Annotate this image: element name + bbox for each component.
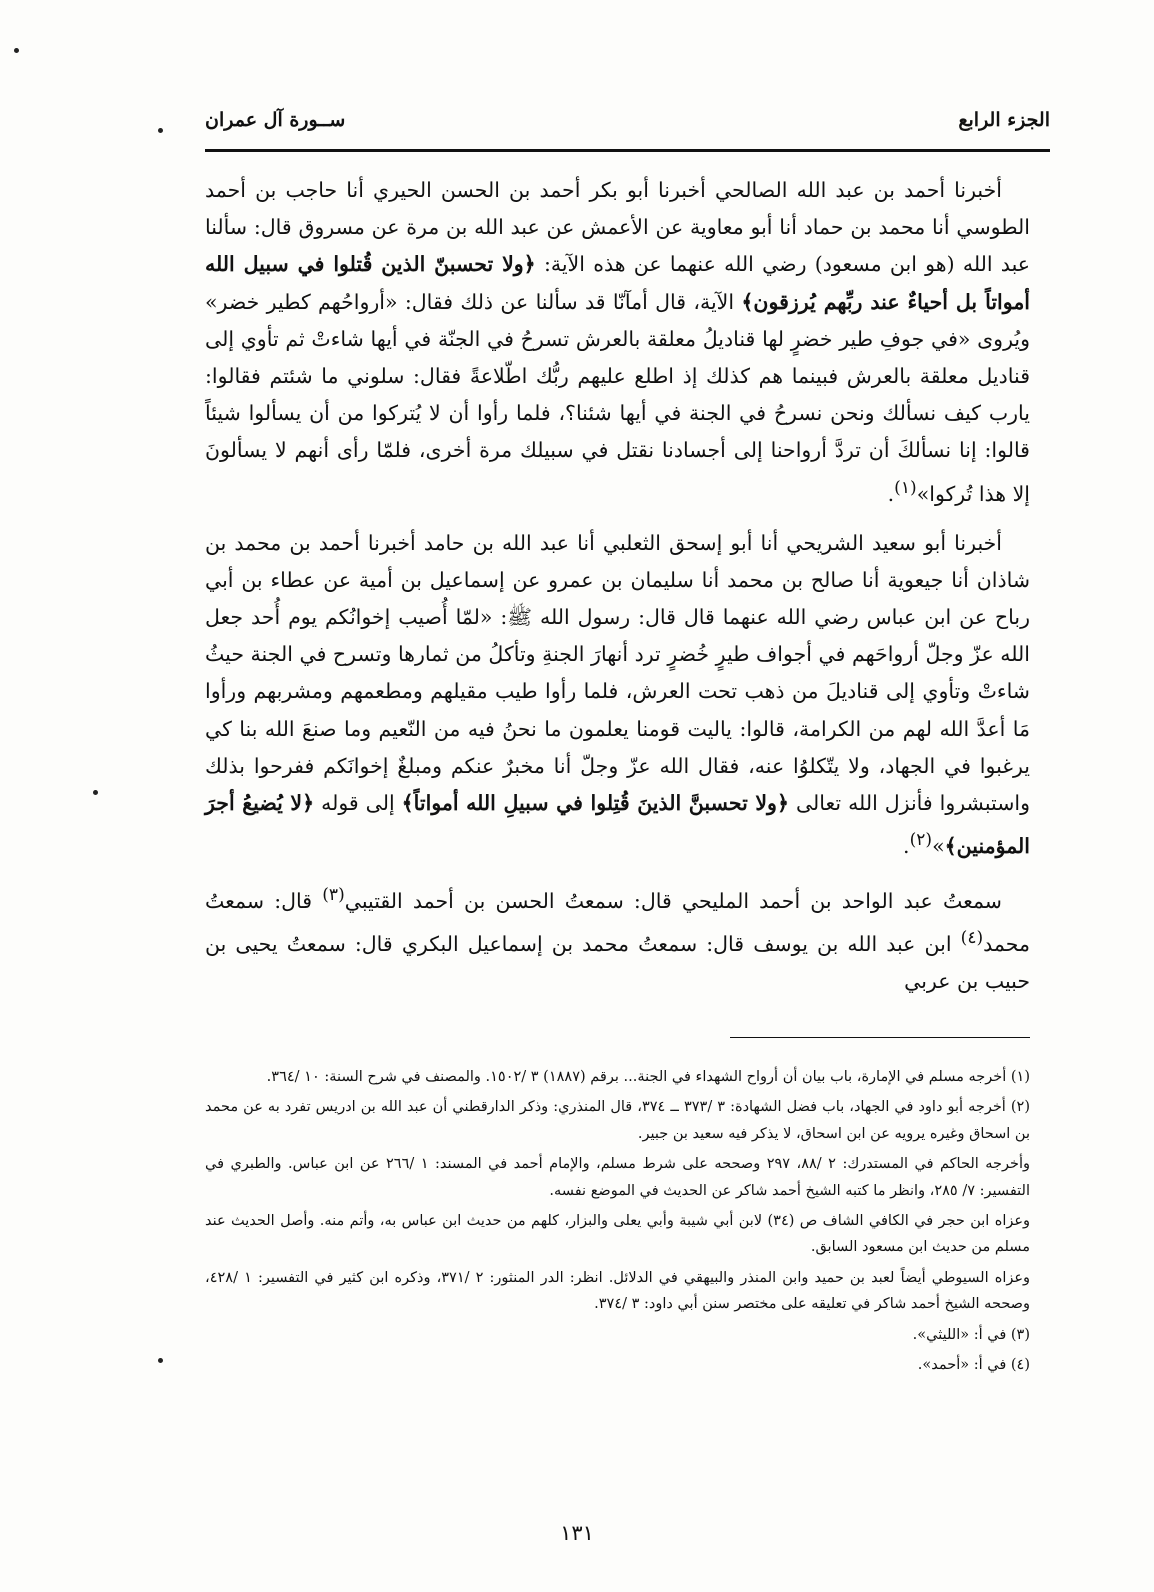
paragraph: [205, 172, 1030, 513]
text-span: .: [903, 834, 910, 859]
footnote: (٢) أخرجه أبو داود في الجهاد، باب فضل الشهادة: ٣ /٣٧٣ ــ ٣٧٤، قال المنذري: وذكر الدارقطني أن عبد الله بن ادريس تفرد به عن محمد بن اسحاق وغيره يرويه عن ابن اسحاق، لا يذكر فيه سعيد بن جبير.: [205, 1099, 1030, 1142]
footnotes: [205, 1064, 1030, 1382]
text-span: .: [887, 481, 895, 506]
text-span: الآية، قال أمآنّا قد سألنا عن ذلك فقال: «أرواحُهم كطير خضر» ويُروى «في جوفِ طير خضرٍ لها قناديلُ معلقة بالعرش تسرحُ في الجنّة في أيها شاءتْ ثم تأوي إلى قناديل معلقة بالعرش فبينما هم كذلك إذ اطلع عليهم ربُّك اطّلاعةً فقال: سلوني ما شئتم فقالوا: يارب كيف نسألك ونحن نسرحُ في الجنة في أيها شئنا؟، فلما رأوا أن لا يُتركوا من أن يسألوا شيئاً قالوا: إنا نسألكَ أن تردَّ أرواحنا إلى أجسادنا نقتل في سبيلك مرة أخرى، فلمّا رأى أنهم لا يسألونَ إلا هذا تُركوا»: [205, 289, 1030, 506]
text-span: إلى قوله: [314, 791, 402, 816]
footnote: (١) أخرجه مسلم في الإمارة، باب بيان أن أرواح الشهداء في الجنة... برقم (١٨٨٧) ٣ /١٥٠٢. والمصنف في شرح السنة: ١٠ /٣٦٤.: [266, 1069, 1030, 1085]
footnote: (٣) في أ: «الليثي».: [912, 1326, 1030, 1343]
quran-quote: ﴿لا يُضيعُ أجرَ المؤمنين﴾: [205, 791, 1030, 859]
surah-title: ســورة آل عمران: [205, 109, 346, 131]
paragraph: [205, 525, 1030, 866]
text-span: سمعتُ عبد الواحد بن أحمد المليحي قال: سمعتُ الحسن بن أحمد القتيبي: [344, 889, 1002, 914]
text-span: ابن عبد الله بن يوسف قال: سمعتُ محمد بن إسماعيل البكري قال: سمعتُ يحيى بن حبيب بن عربي: [205, 932, 1030, 994]
footnote-divider: [730, 1037, 1030, 1038]
stray-dot: [14, 48, 19, 53]
stray-dot: [158, 128, 163, 133]
footnote-ref[interactable]: (٢): [909, 830, 933, 851]
quran-quote: ﴿ولا تحسبنَّ الذينَ قُتِلوا في سبيلِ الله أمواتاً﴾: [401, 791, 789, 816]
stray-dot: [93, 790, 98, 795]
text-span: »: [932, 834, 945, 859]
footnote-ref[interactable]: (٣): [322, 885, 345, 906]
text-span: قال: سمعتُ محمد: [205, 889, 1030, 957]
footnote: (٤) في أ: «أحمد».: [917, 1357, 1030, 1374]
main-text: [205, 172, 1030, 1013]
header-divider: [205, 149, 1050, 152]
stray-dot: [158, 1358, 163, 1363]
text-span: أخبرنا أبو سعيد الشريحي أنا أبو إسحق الثعلبي أنا عبد الله بن حامد أخبرنا أحمد بن محمد بن شاذان أنا جيعوية أنا صالح بن محمد أنا سليمان بن عمرو عن إسماعيل بن أمية عن عطاء بن أبي رباح عن ابن عباس رضي الله عنهما قال قال: رسول الله ﷺ: «لمّا أُصيب إخوانُكم يوم أُحد جعل الله عزّ وجلّ أرواحَهم في أجواف طيرٍ خُضرٍ ترد أنهارَ الجنةِ وتأكلُ من ثمارها وتسرح في الجنة حيثُ شاءتْ وتأوي إلى قناديلَ من ذهب تحت العرش، فلما رأوا طيب مقيلهم ومطعمهم ومشربهم ورأوا مَا أعدَّ الله لهم من الكرامة، قالوا: ياليت قومنا يعلمون ما نحنُ فيه من النّعيم وما صنعَ الله بنا كي يرغبوا في الجهاد، ولا يتّكلوُا عنه، فقال الله عزّ وجلّ أنا مخبرٌ عنكم ومبلغٌ إخوانَكم ففرحوا بذلك واستبشروا فأنزل الله تعالى: [205, 530, 1030, 816]
footnote-ref[interactable]: (٤): [960, 928, 984, 949]
paragraph: [205, 877, 1030, 1000]
page-number: ١٣١: [560, 1521, 594, 1545]
text-span: أخبرنا أحمد بن عبد الله الصالحي أخبرنا أبو بكر أحمد بن الحسن الحيري أنا حاجب بن أحمد الطوسي أنا محمد بن حماد أنا أبو معاوية عن الأعمش عن عبد الله بن مرة عن مسروق قال: سألنا عبد الله (هو ابن مسعود) رضي الله عنهما عن هذه الآية:: [205, 178, 1030, 277]
quran-quote: ﴿ولا تحسبنّ الذين قُتلوا في سبيل الله أمواتاً بل أحياءٌ عند ربِّهم يُرزقون﴾: [205, 252, 1030, 314]
footnote: وعزاه ابن حجر في الكافي الشاف ص (٣٤) لابن أبي شيبة وأبي يعلى والبزار، كلهم من حديث ابن عباس به، وأتم منه. وأصل الحديث عند مسلم من حديث ابن مسعود السابق.: [205, 1213, 1030, 1256]
footnote-ref[interactable]: (١): [894, 477, 917, 498]
footnote: وأخرجه الحاكم في المستدرك: ٢ /٨٨، ٢٩٧ وصححه على شرط مسلم، والإمام أحمد في المسند: ١ /٢٦٦ عن ابن عباس. والطبري في التفسير: ٧/ ٢٨٥، وانظر ما كتبه الشيخ أحمد شاكر عن الحديث في الموضع نفسه.: [205, 1156, 1030, 1199]
juz-title: الجزء الرابع: [958, 109, 1050, 131]
footnote: وعزاه السيوطي أيضاً لعبد بن حميد وابن المنذر والبيهقي في الدلائل. انظر: الدر المنثور: ٢ /٣٧١، وذكره ابن كثير في التفسير: ١ /٤٢٨، وصححه الشيخ أحمد شاكر في تعليقه على مختصر سنن أبي داود: ٣ /٣٧٤.: [205, 1269, 1031, 1313]
running-header: [205, 105, 1050, 145]
